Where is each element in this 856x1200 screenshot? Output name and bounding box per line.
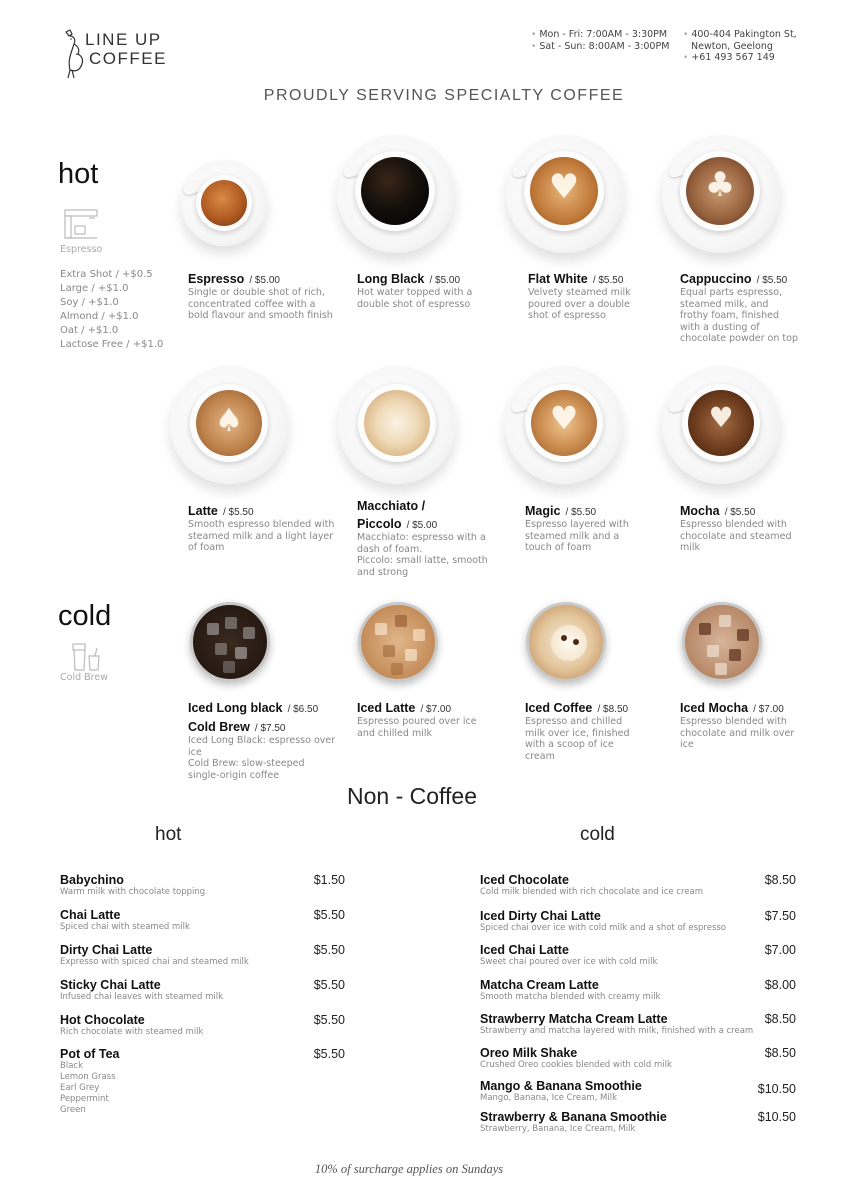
item-price: / $7.00 bbox=[753, 704, 784, 715]
item-name: Mocha bbox=[680, 504, 720, 518]
address-suburb: Newton, Geelong bbox=[691, 41, 773, 52]
menu-item-espresso bbox=[188, 268, 338, 322]
non-coffee-item bbox=[60, 978, 345, 1003]
item-price: $10.50 bbox=[757, 1110, 796, 1124]
item-price: $5.50 bbox=[313, 978, 345, 992]
tagline: PROUDLY SERVING SPECIALTY COFFEE bbox=[263, 87, 625, 104]
item-description: Espresso poured over ice and chilled milk bbox=[357, 716, 477, 739]
item-price: $5.50 bbox=[313, 943, 345, 957]
non-coffee-item bbox=[60, 1047, 345, 1116]
item-price: / $5.50 bbox=[756, 275, 788, 286]
item-name: Babychino bbox=[60, 873, 124, 887]
addon-item: Soy / +$1.0 bbox=[60, 297, 119, 308]
cold-section-title: cold bbox=[58, 600, 112, 632]
surcharge-note: 10% of surcharge applies on Sundays bbox=[314, 1162, 504, 1176]
item-name: Hot Chocolate bbox=[60, 1013, 145, 1027]
item-description: Crushed Oreo cookies blended with cold milk bbox=[480, 1060, 672, 1070]
non-coffee-item bbox=[60, 908, 345, 933]
item-price: $5.50 bbox=[313, 1013, 345, 1027]
non-coffee-item bbox=[480, 978, 796, 1003]
logo-line2: COFFEE bbox=[89, 49, 167, 68]
item-name: Iced Coffee bbox=[525, 701, 593, 715]
item-price: / $7.50 bbox=[254, 723, 286, 734]
flat-white-image: ♥ bbox=[506, 135, 624, 253]
item-price: $8.50 bbox=[764, 1046, 796, 1060]
menu-item-macchiato-piccolo bbox=[357, 499, 507, 578]
iced-mocha-image bbox=[682, 602, 762, 682]
item-price: $8.50 bbox=[764, 1012, 796, 1026]
item-description: Smooth espresso blended with steamed milk and a light layer of foam bbox=[188, 519, 335, 553]
hours-weekday: • Mon - Fri: 7:00AM - 3:30PM bbox=[531, 29, 668, 40]
item-name: Piccolo bbox=[357, 517, 402, 531]
item-price: $5.50 bbox=[313, 908, 345, 922]
item-description: Espresso layered with steamed milk and a touch of foam bbox=[525, 519, 629, 553]
item-description: Spiced chai over ice with cold milk and a shot of espresso bbox=[480, 923, 727, 933]
non-coffee-item bbox=[480, 1046, 796, 1071]
menu-item-cappuccino bbox=[680, 268, 798, 345]
item-description: Macchiato: espresso with a dash of foam. bbox=[357, 532, 486, 555]
item-name: Flat White bbox=[528, 272, 588, 286]
item-description: Hot water topped with a double shot of espresso bbox=[357, 287, 473, 310]
non-coffee-cold-title: cold bbox=[580, 824, 615, 845]
item-description: Cold Brew: slow-steeped single-origin coffee bbox=[188, 758, 305, 781]
item-price: $7.00 bbox=[764, 943, 796, 957]
menu-item-long-black bbox=[357, 268, 507, 310]
item-price: / $5.50 bbox=[565, 507, 597, 518]
address-block bbox=[683, 29, 797, 64]
bullet-icon: • bbox=[683, 30, 689, 40]
item-price: / $7.00 bbox=[420, 704, 452, 715]
non-coffee-item bbox=[480, 943, 796, 968]
item-price: / $5.50 bbox=[724, 507, 756, 518]
magic-image: ♥ bbox=[505, 366, 623, 484]
latte-image: ♠ bbox=[170, 366, 288, 484]
item-description: Infused chai leaves with steamed milk bbox=[60, 992, 224, 1002]
item-name: Strawberry Matcha Cream Latte bbox=[480, 1012, 668, 1026]
item-name: Latte bbox=[188, 504, 218, 518]
item-price: $10.50 bbox=[757, 1082, 796, 1096]
item-description: Strawberry, Banana, Ice Cream, Milk bbox=[480, 1124, 636, 1134]
address-street: • 400-404 Pakington St, bbox=[683, 29, 797, 40]
addon-item: Extra Shot / +$0.5 bbox=[60, 269, 153, 280]
item-description: Piccolo: small latte, smooth and strong bbox=[357, 555, 488, 578]
item-name: Pot of Tea bbox=[60, 1047, 120, 1061]
menu-item-mocha bbox=[680, 500, 798, 554]
cappuccino-image: ♣ bbox=[662, 135, 780, 253]
item-name: Iced Dirty Chai Latte bbox=[480, 909, 601, 923]
non-coffee-hot-title: hot bbox=[155, 824, 182, 845]
logo bbox=[58, 28, 178, 84]
bullet-icon: • bbox=[531, 42, 537, 52]
item-description: Rich chocolate with steamed milk bbox=[60, 1027, 204, 1037]
item-name: Matcha Cream Latte bbox=[480, 978, 599, 992]
item-price: / $5.00 bbox=[249, 275, 280, 286]
espresso-image bbox=[181, 160, 267, 246]
address-phone: • +61 493 567 149 bbox=[683, 52, 775, 63]
tea-option: Lemon Grass bbox=[60, 1072, 116, 1082]
item-description: Sweet chai poured over ice with cold milk bbox=[480, 957, 658, 967]
item-price: / $6.50 bbox=[287, 704, 319, 715]
item-price: / $5.00 bbox=[406, 520, 438, 531]
long-black-image bbox=[337, 135, 455, 253]
item-price: / $5.50 bbox=[592, 275, 624, 286]
cold-brew-icon bbox=[70, 642, 102, 672]
non-coffee-item bbox=[60, 873, 345, 898]
item-price: $5.50 bbox=[313, 1047, 345, 1061]
dog-logo-icon bbox=[58, 28, 88, 80]
bullet-icon: • bbox=[531, 30, 537, 40]
iced-long-black-image bbox=[190, 602, 270, 682]
menu-item-iced-mocha bbox=[680, 697, 798, 751]
item-name: Long Black bbox=[357, 272, 425, 286]
item-price: / $5.50 bbox=[222, 507, 254, 518]
item-name: Strawberry & Banana Smoothie bbox=[480, 1110, 667, 1124]
item-name: Oreo Milk Shake bbox=[480, 1046, 578, 1060]
item-description: Velvety steamed milk poured over a double shot of espresso bbox=[528, 287, 631, 321]
item-description: Iced Long Black: espresso over ice bbox=[188, 735, 336, 758]
item-name: Iced Long black bbox=[188, 701, 283, 715]
item-name: Cappuccino bbox=[680, 272, 752, 286]
non-coffee-title: Non - Coffee bbox=[347, 783, 477, 809]
item-description: Smooth matcha blended with creamy milk bbox=[480, 992, 661, 1002]
item-name: Chai Latte bbox=[60, 908, 121, 922]
addon-item: Almond / +$1.0 bbox=[60, 311, 139, 322]
item-description: Single or double shot of rich, concentrated coffee with a bold flavour and smooth finish bbox=[188, 287, 333, 321]
item-description: Espresso and chilled milk over ice, finished with a scoop of ice cream bbox=[525, 716, 630, 762]
menu-item-iced-long-black-cold-brew bbox=[188, 697, 348, 781]
addon-item: Oat / +$1.0 bbox=[60, 325, 119, 336]
item-description: Spiced chai with steamed milk bbox=[60, 922, 190, 932]
menu-item-magic bbox=[525, 500, 635, 554]
hot-section-subtitle: Espresso bbox=[60, 244, 103, 255]
item-description: Strawberry and matcha layered with milk, finished with a cream bbox=[480, 1026, 754, 1036]
non-coffee-item bbox=[60, 1013, 345, 1038]
item-price: $1.50 bbox=[313, 873, 345, 887]
item-price: $8.50 bbox=[764, 873, 796, 887]
item-price: / $8.50 bbox=[597, 704, 629, 715]
item-name: Dirty Chai Latte bbox=[60, 943, 153, 957]
item-description: Espresso blended with chocolate and steamed milk bbox=[680, 519, 792, 553]
item-price: $7.50 bbox=[764, 909, 796, 923]
opening-hours bbox=[531, 29, 669, 53]
cold-section-subtitle: Cold Brew bbox=[60, 672, 108, 683]
hours-weekend: • Sat - Sun: 8:00AM - 3:00PM bbox=[531, 41, 670, 52]
menu-item-flat-white bbox=[528, 268, 634, 322]
non-coffee-item bbox=[480, 1110, 796, 1135]
non-coffee-item bbox=[480, 909, 796, 934]
item-price: $8.00 bbox=[764, 978, 796, 992]
non-coffee-item bbox=[480, 1079, 796, 1104]
addon-item: Large / +$1.0 bbox=[60, 283, 129, 294]
mocha-image: ♥ bbox=[662, 366, 780, 484]
item-description: Equal parts espresso, steamed milk, and frothy foam, finished with a dusting of chocolate powder on top bbox=[680, 287, 798, 344]
item-description: Expresso with spiced chai and steamed milk bbox=[60, 957, 249, 967]
item-price: / $5.00 bbox=[429, 275, 461, 286]
iced-latte-image bbox=[358, 602, 438, 682]
addon-item: Lactose Free / +$1.0 bbox=[60, 339, 164, 350]
non-coffee-item bbox=[480, 873, 796, 898]
item-name: Iced Chai Latte bbox=[480, 943, 569, 957]
espresso-machine-icon bbox=[63, 208, 99, 240]
iced-coffee-image bbox=[526, 602, 606, 682]
item-description: Cold milk blended with rich chocolate and ice cream bbox=[480, 887, 704, 897]
addons-list bbox=[60, 268, 163, 352]
hot-section-title: hot bbox=[58, 158, 99, 190]
tea-option: Peppermint bbox=[60, 1094, 109, 1104]
item-name: Mango & Banana Smoothie bbox=[480, 1079, 642, 1093]
item-name: Iced Mocha bbox=[680, 701, 749, 715]
tea-option: Black bbox=[60, 1061, 83, 1071]
item-name: Magic bbox=[525, 504, 561, 518]
item-description: Mango, Banana, Ice Cream, Milk bbox=[480, 1093, 618, 1103]
item-name: Iced Chocolate bbox=[480, 873, 569, 887]
macchiato-image bbox=[338, 366, 456, 484]
item-name: Espresso bbox=[188, 272, 245, 286]
menu-item-latte bbox=[188, 500, 338, 554]
item-description: Warm milk with chocolate topping bbox=[60, 887, 206, 897]
item-description: Espresso blended with chocolate and milk over ice bbox=[680, 716, 795, 750]
item-name: Cold Brew bbox=[188, 720, 250, 734]
menu-item-iced-coffee bbox=[525, 697, 645, 762]
non-coffee-item bbox=[60, 943, 345, 968]
logo-line1: LINE UP bbox=[85, 30, 162, 49]
non-coffee-item bbox=[480, 1012, 796, 1037]
tea-option: Green bbox=[60, 1105, 86, 1115]
menu-item-iced-latte bbox=[357, 697, 479, 739]
item-name: Iced Latte bbox=[357, 701, 416, 715]
item-name: Sticky Chai Latte bbox=[60, 978, 161, 992]
bullet-icon: • bbox=[683, 53, 689, 63]
tea-option: Earl Grey bbox=[60, 1083, 100, 1093]
item-name: Macchiato / bbox=[357, 499, 426, 513]
